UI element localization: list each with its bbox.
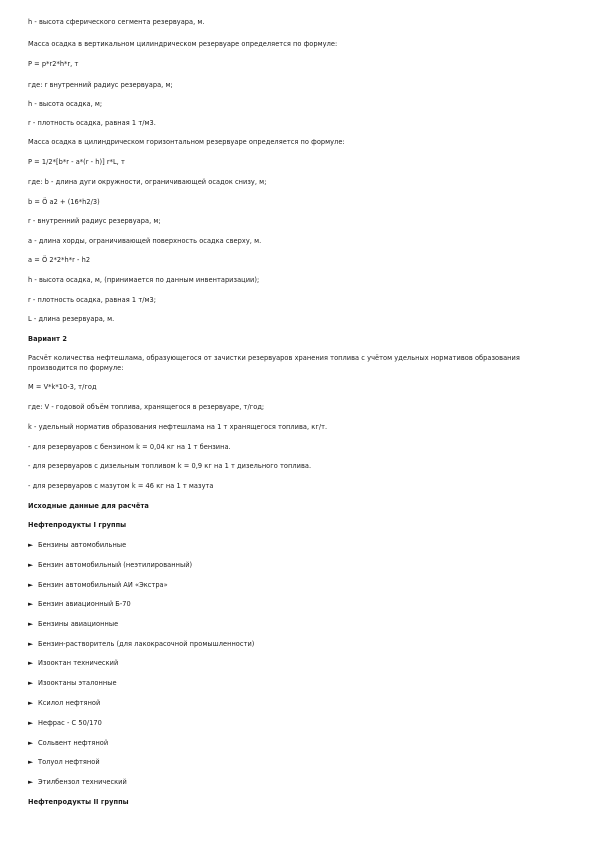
bullet-marker: ► (28, 739, 34, 747)
bullet-marker: ► (28, 620, 34, 628)
text-line: r - плотность осадка, равная 1 т/м3; (28, 296, 157, 304)
text-line: h - высота сферического сегмента резервуара, м. (28, 18, 205, 26)
formula-line: P = p*r2*h*r, т (28, 60, 79, 68)
list-item-label: Толуол нефтяной (38, 758, 100, 766)
list-item-label: Изооктан технический (38, 659, 119, 667)
text-line: Масса осадка в цилиндрическом горизонтальном резервуаре определяется по формуле: (28, 138, 345, 146)
bullet-marker: ► (28, 679, 34, 687)
text-line: k - удельный норматив образования нефтешлама на 1 т хранящегося топлива, кг/т. (28, 423, 328, 431)
formula-line: b = Ö a2 + (16*h2/3) (28, 198, 100, 206)
bullet-marker: ► (28, 581, 34, 589)
list-item (28, 580, 568, 590)
text-line: r - внутренний радиус резервуара, м; (28, 217, 161, 225)
list-item-label: Нефрас - С 50/170 (38, 719, 102, 727)
text-line: L - длина резервуара, м. (28, 315, 115, 323)
list-item (28, 777, 568, 787)
text-line: где: r внутренний радиус резервуара, м; (28, 81, 173, 89)
list-item (28, 639, 568, 649)
list-item-label: Бензин автомобильный (неэтилированный) (38, 561, 193, 569)
list-item (28, 718, 568, 728)
list-item (28, 757, 568, 767)
bullet-marker: ► (28, 719, 34, 727)
list-item-label: Бензины автомобильные (38, 541, 127, 549)
text-line: где: V - годовой объём топлива, хранящегося в резервуаре, т/год; (28, 403, 265, 411)
list-item (28, 560, 568, 570)
list-item: - для резервуаров с дизельным топливом k = 0,9 кг на 1 т дизельного топлива. (28, 462, 312, 470)
list-item (28, 698, 568, 708)
list-item-label: Изооктаны эталонные (38, 679, 117, 687)
bullet-marker: ► (28, 561, 34, 569)
formula-line: a = Ö 2*2*h*r - h2 (28, 256, 91, 264)
formula-line: P = 1/2*[b*r - a*(r - h)] r*L, т (28, 158, 125, 166)
group-heading: Нефтепродукты I группы (28, 521, 127, 529)
list-item (28, 738, 568, 748)
bullet-marker: ► (28, 659, 34, 667)
text-line: r - плотность осадка, равная 1 т/м3. (28, 119, 156, 127)
list-item (28, 619, 568, 629)
text-line: a - длина хорды, ограничивающей поверхность осадка сверху, м. (28, 237, 262, 245)
bullet-marker: ► (28, 541, 34, 549)
list-item (28, 678, 568, 688)
bullet-marker: ► (28, 778, 34, 786)
list-item (28, 540, 568, 550)
list-item: - для резервуаров с мазутом k = 46 кг на 1 т мазута (28, 482, 214, 490)
group-heading: Нефтепродукты II группы (28, 798, 129, 806)
list-item-label: Этилбензол технический (38, 778, 127, 786)
list-item (28, 658, 568, 668)
text-line: Масса осадка в вертикальном цилиндрическом резервуаре определяется по формуле: (28, 40, 338, 48)
bullet-marker: ► (28, 640, 34, 648)
bullet-marker: ► (28, 699, 34, 707)
bullet-marker: ► (28, 758, 34, 766)
list-item (28, 599, 568, 609)
text-line: где: b - длина дуги окружности, ограничивающей осадок снизу, м; (28, 178, 267, 186)
list-item-label: Бензин-растворитель (для лакокрасочной промышленности) (38, 640, 255, 648)
list-item-label: Бензин авиационный Б-70 (38, 600, 131, 608)
section-heading: Исходные данные для расчёта (28, 502, 149, 510)
section-heading: Вариант 2 (28, 335, 67, 343)
text-line: h - высота осадка, м; (28, 100, 103, 108)
paragraph: Расчёт количества нефтешлама, образующегося от зачистки резервуаров хранения топлива с учётом удельных нормативов образования производится по формуле: (28, 354, 520, 372)
list-item: - для резервуаров с бензином k = 0,04 кг на 1 т бензина. (28, 443, 231, 451)
formula-line: M = V*k*10-3, т/год (28, 383, 97, 391)
list-item-label: Ксилол нефтяной (38, 699, 101, 707)
text-line: h - высота осадка, м, (принимается по данным инвентаризации); (28, 276, 260, 284)
list-item-label: Бензин автомобильный АИ «Экстра» (38, 581, 168, 589)
list-item-label: Бензины авиационные (38, 620, 119, 628)
list-item-label: Сольвент нефтяной (38, 739, 109, 747)
bullet-marker: ► (28, 600, 34, 608)
